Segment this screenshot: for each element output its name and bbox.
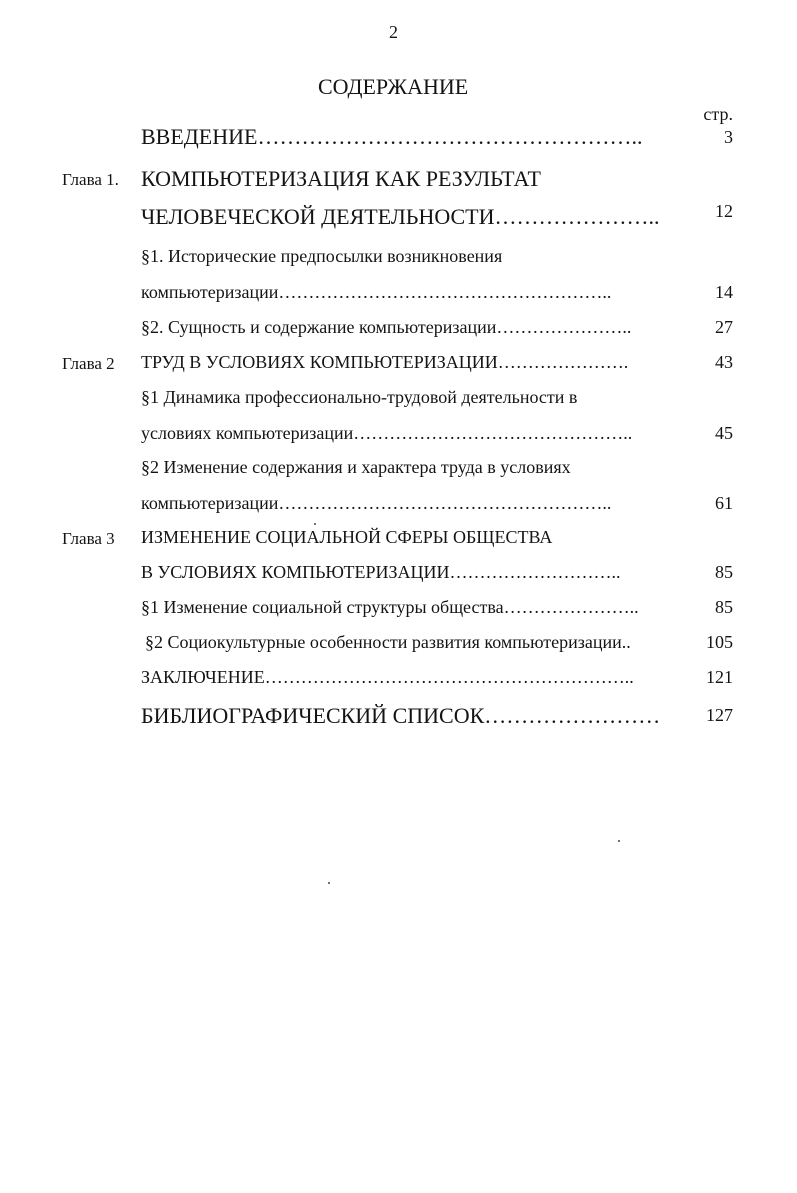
chapter-1-title-line1: КОМПЬЮТЕРИЗАЦИЯ КАК РЕЗУЛЬТАТ xyxy=(141,166,541,191)
chapter-3-label: Глава 3 xyxy=(62,529,115,548)
section-3-2-title: §2 Социокультурные особенности развития компьютеризации.. xyxy=(145,632,631,652)
section-3-1-title: §1 Изменение социальной структуры общества………………….. xyxy=(141,597,639,617)
chapter-3-page: 85 xyxy=(715,562,733,582)
page-column-label: стр. xyxy=(703,104,733,124)
section-2-1-title-line2: условиях компьютеризации……………………………………….. xyxy=(141,423,633,443)
section-2-1-title-line1: §1 Динамика профессионально-трудовой деятельности в xyxy=(141,387,578,407)
chapter-2-page: 43 xyxy=(715,352,733,372)
toc-conclusion-title: ЗАКЛЮЧЕНИЕ…………………………………………………….. xyxy=(141,667,634,687)
page-title: СОДЕРЖАНИЕ xyxy=(318,74,469,99)
section-2-1-page: 45 xyxy=(715,423,733,443)
section-1-1-title-line2: компьютеризации……………………………………………….. xyxy=(141,282,612,302)
toc-intro-page: 3 xyxy=(724,127,733,147)
chapter-3-title-line2: В УСЛОВИЯХ КОМПЬЮТЕРИЗАЦИИ……………………….. xyxy=(141,562,621,582)
section-3-1-page: 85 xyxy=(715,597,733,617)
page-number: 2 xyxy=(389,22,398,42)
section-1-2-title: §2. Сущность и содержание компьютеризации………………….. xyxy=(141,317,632,337)
section-1-1-title-line1: §1. Исторические предпосылки возникновения xyxy=(141,246,503,266)
chapter-3-title-line1: ИЗМЕНЕНИЕ СОЦИАЛЬНОЙ СФЕРЫ ОБЩЕСТВА xyxy=(141,527,553,547)
section-1-1-page: 14 xyxy=(715,282,733,302)
scan-speck xyxy=(618,840,620,842)
chapter-1-label: Глава 1. xyxy=(62,170,119,189)
toc-bibliography-title: БИБЛИОГРАФИЧЕСКИЙ СПИСОК…………………… xyxy=(141,703,661,728)
section-2-2-title-line1: §2 Изменение содержания и характера труда в условиях xyxy=(141,457,571,477)
toc-intro-title: ВВЕДЕНИЕ…………………………………………….. xyxy=(141,124,643,149)
toc-bibliography-page: 127 xyxy=(706,705,733,725)
chapter-1-title-line2: ЧЕЛОВЕЧЕСКОЙ ДЕЯТЕЛЬНОСТИ………………….. xyxy=(141,204,660,229)
scan-speck xyxy=(314,523,316,525)
scan-speck xyxy=(328,882,330,884)
section-1-2-page: 27 xyxy=(715,317,733,337)
chapter-2-title: ТРУД В УСЛОВИЯХ КОМПЬЮТЕРИЗАЦИИ…………………. xyxy=(141,352,629,372)
chapter-1-page: 12 xyxy=(715,201,733,221)
chapter-2-label: Глава 2 xyxy=(62,354,115,373)
toc-conclusion-page: 121 xyxy=(706,667,733,687)
section-2-2-page: 61 xyxy=(715,493,733,513)
section-2-2-title-line2: компьютеризации……………………………………………….. xyxy=(141,493,612,513)
section-3-2-page: 105 xyxy=(706,632,733,652)
